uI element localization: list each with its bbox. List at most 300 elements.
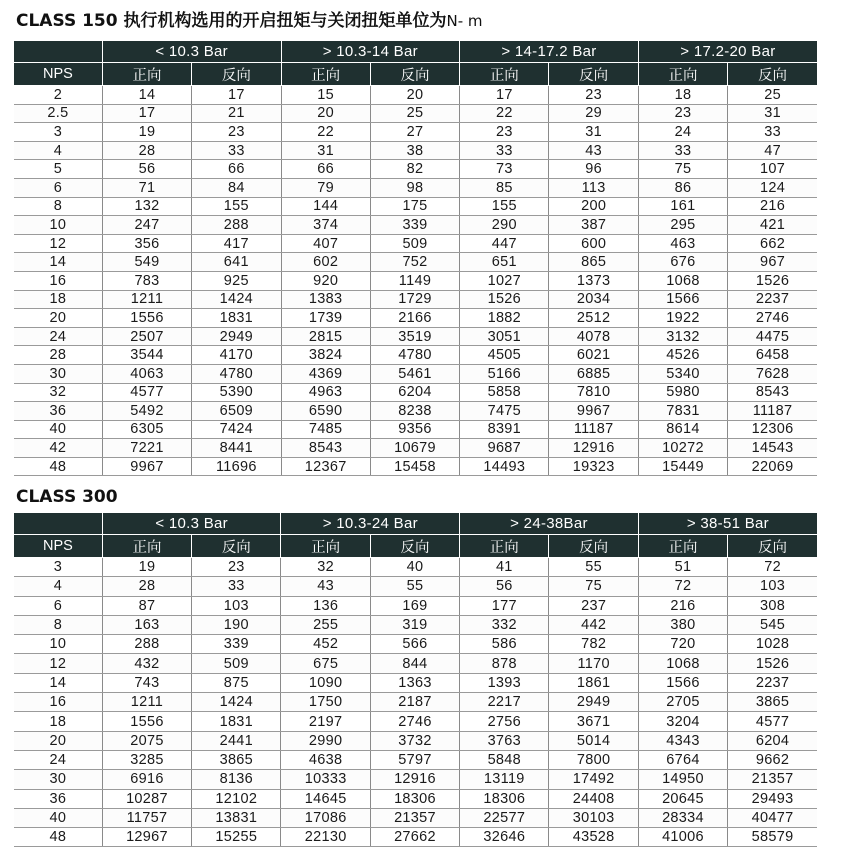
open-torque-cell: 1922 xyxy=(638,309,727,328)
nps-cell: 3 xyxy=(14,558,102,577)
range-header: < 10.3 Bar xyxy=(102,41,281,63)
close-torque-cell: 782 xyxy=(549,635,638,654)
open-torque-cell: 10287 xyxy=(102,789,191,808)
close-torque-cell: 22069 xyxy=(728,457,817,476)
open-torque-cell: 23 xyxy=(638,104,727,123)
open-torque-cell: 8391 xyxy=(460,420,549,439)
nps-cell: 12 xyxy=(14,234,102,253)
close-torque-cell: 5461 xyxy=(370,364,459,383)
close-torque-cell: 844 xyxy=(370,654,459,673)
open-torque-cell: 85 xyxy=(460,178,549,197)
table-row xyxy=(14,808,817,827)
open-torque-cell: 8543 xyxy=(281,439,370,458)
close-torque-cell: 12306 xyxy=(728,420,817,439)
class150-torque-table xyxy=(14,41,817,476)
class300-title: CLASS 300 xyxy=(16,487,118,507)
close-torque-cell: 6021 xyxy=(549,346,638,365)
table-row xyxy=(14,104,817,123)
nps-cell: 36 xyxy=(14,789,102,808)
close-torque-header: 反向 xyxy=(549,63,638,86)
nps-cell: 24 xyxy=(14,327,102,346)
open-torque-cell: 247 xyxy=(102,216,191,235)
table-row xyxy=(14,439,817,458)
close-torque-cell: 216 xyxy=(728,197,817,216)
table-row xyxy=(14,346,817,365)
close-torque-cell: 14543 xyxy=(728,439,817,458)
open-torque-cell: 22 xyxy=(460,104,549,123)
open-torque-cell: 23 xyxy=(460,123,549,142)
open-torque-cell: 1211 xyxy=(102,693,191,712)
open-torque-cell: 33 xyxy=(638,141,727,160)
open-torque-cell: 2075 xyxy=(102,731,191,750)
close-torque-header: 反向 xyxy=(370,535,459,558)
close-torque-cell: 2512 xyxy=(549,309,638,328)
table-row xyxy=(14,654,817,673)
open-torque-cell: 66 xyxy=(281,160,370,179)
close-torque-cell: 2949 xyxy=(192,327,281,346)
range-header: > 14-17.2 Bar xyxy=(460,41,639,63)
close-torque-cell: 10679 xyxy=(370,439,459,458)
open-torque-cell: 1393 xyxy=(460,673,549,692)
open-torque-cell: 75 xyxy=(638,160,727,179)
close-torque-cell: 4780 xyxy=(370,346,459,365)
table-row xyxy=(14,327,817,346)
open-torque-cell: 4526 xyxy=(638,346,727,365)
open-torque-cell: 4638 xyxy=(281,750,370,769)
close-torque-cell: 967 xyxy=(728,253,817,272)
close-torque-cell: 4577 xyxy=(728,712,817,731)
open-torque-cell: 10333 xyxy=(281,770,370,789)
close-torque-cell: 23 xyxy=(549,86,638,105)
close-torque-cell: 4475 xyxy=(728,327,817,346)
nps-cell: 12 xyxy=(14,654,102,673)
open-torque-cell: 56 xyxy=(460,577,549,596)
open-torque-cell: 2507 xyxy=(102,327,191,346)
class150-table-body xyxy=(14,86,817,476)
nps-cell: 18 xyxy=(14,712,102,731)
nps-cell: 5 xyxy=(14,160,102,179)
open-torque-cell: 295 xyxy=(638,216,727,235)
close-torque-cell: 124 xyxy=(728,178,817,197)
nps-cell: 2 xyxy=(14,86,102,105)
open-torque-cell: 6590 xyxy=(281,402,370,421)
close-torque-cell: 865 xyxy=(549,253,638,272)
table-row xyxy=(14,309,817,328)
open-torque-cell: 288 xyxy=(102,635,191,654)
open-torque-cell: 6916 xyxy=(102,770,191,789)
nps-cell: 40 xyxy=(14,808,102,827)
open-torque-cell: 71 xyxy=(102,178,191,197)
open-torque-cell: 6305 xyxy=(102,420,191,439)
open-torque-cell: 28334 xyxy=(638,808,727,827)
close-torque-cell: 33 xyxy=(192,577,281,596)
close-torque-cell: 2187 xyxy=(370,693,459,712)
close-torque-cell: 6885 xyxy=(549,364,638,383)
open-torque-cell: 4963 xyxy=(281,383,370,402)
close-torque-cell: 1424 xyxy=(192,290,281,309)
close-torque-cell: 308 xyxy=(728,596,817,615)
nps-cell: 24 xyxy=(14,750,102,769)
table-row xyxy=(14,577,817,596)
close-torque-cell: 3519 xyxy=(370,327,459,346)
range-header: < 10.3 Bar xyxy=(102,513,281,535)
close-torque-cell: 25 xyxy=(370,104,459,123)
nps-cell: 6 xyxy=(14,178,102,197)
nps-cell: 14 xyxy=(14,253,102,272)
open-torque-cell: 2705 xyxy=(638,693,727,712)
open-torque-cell: 17 xyxy=(102,104,191,123)
close-torque-cell: 12916 xyxy=(549,439,638,458)
close-torque-cell: 3865 xyxy=(728,693,817,712)
open-torque-cell: 4369 xyxy=(281,364,370,383)
close-torque-cell: 13831 xyxy=(192,808,281,827)
open-torque-cell: 9967 xyxy=(102,457,191,476)
table-row xyxy=(14,673,817,692)
open-torque-cell: 32 xyxy=(281,558,370,577)
open-torque-cell: 12367 xyxy=(281,457,370,476)
close-torque-cell: 9356 xyxy=(370,420,459,439)
nps-cell: 20 xyxy=(14,731,102,750)
open-torque-cell: 28 xyxy=(102,141,191,160)
open-torque-cell: 1556 xyxy=(102,309,191,328)
open-torque-cell: 72 xyxy=(638,577,727,596)
table-row xyxy=(14,402,817,421)
open-torque-cell: 1556 xyxy=(102,712,191,731)
open-torque-cell: 3051 xyxy=(460,327,549,346)
open-torque-cell: 920 xyxy=(281,271,370,290)
close-torque-cell: 3671 xyxy=(549,712,638,731)
open-torque-cell: 5980 xyxy=(638,383,727,402)
close-torque-cell: 600 xyxy=(549,234,638,253)
close-torque-cell: 509 xyxy=(370,234,459,253)
close-torque-cell: 387 xyxy=(549,216,638,235)
table-row xyxy=(14,828,817,847)
range-header: > 24-38Bar xyxy=(460,513,639,535)
close-torque-cell: 925 xyxy=(192,271,281,290)
open-torque-cell: 1211 xyxy=(102,290,191,309)
close-torque-cell: 5390 xyxy=(192,383,281,402)
close-torque-cell: 2237 xyxy=(728,673,817,692)
close-torque-cell: 6204 xyxy=(728,731,817,750)
open-torque-cell: 1882 xyxy=(460,309,549,328)
open-torque-cell: 447 xyxy=(460,234,549,253)
class150-title xyxy=(16,10,483,32)
open-torque-header: 正向 xyxy=(460,63,549,86)
open-torque-cell: 51 xyxy=(638,558,727,577)
open-torque-cell: 1027 xyxy=(460,271,549,290)
close-torque-cell: 2034 xyxy=(549,290,638,309)
close-torque-cell: 6509 xyxy=(192,402,281,421)
open-torque-cell: 1566 xyxy=(638,673,727,692)
close-torque-cell: 2441 xyxy=(192,731,281,750)
open-torque-cell: 380 xyxy=(638,615,727,634)
close-torque-cell: 72 xyxy=(728,558,817,577)
open-torque-cell: 7475 xyxy=(460,402,549,421)
open-torque-cell: 8614 xyxy=(638,420,727,439)
nps-cell: 14 xyxy=(14,673,102,692)
close-torque-cell: 103 xyxy=(728,577,817,596)
open-torque-cell: 5848 xyxy=(460,750,549,769)
close-torque-cell: 1149 xyxy=(370,271,459,290)
open-torque-cell: 1068 xyxy=(638,654,727,673)
nps-cell: 4 xyxy=(14,577,102,596)
table-row xyxy=(14,364,817,383)
close-torque-cell: 25 xyxy=(728,86,817,105)
nps-cell: 8 xyxy=(14,615,102,634)
nps-cell: 20 xyxy=(14,309,102,328)
table-row xyxy=(14,750,817,769)
close-torque-cell: 190 xyxy=(192,615,281,634)
close-torque-cell: 7810 xyxy=(549,383,638,402)
close-torque-cell: 1831 xyxy=(192,309,281,328)
open-torque-cell: 3763 xyxy=(460,731,549,750)
close-torque-cell: 641 xyxy=(192,253,281,272)
close-torque-cell: 200 xyxy=(549,197,638,216)
close-torque-cell: 21 xyxy=(192,104,281,123)
close-torque-cell: 319 xyxy=(370,615,459,634)
open-torque-cell: 15 xyxy=(281,86,370,105)
close-torque-cell: 84 xyxy=(192,178,281,197)
nps-cell: 2.5 xyxy=(14,104,102,123)
open-torque-cell: 10272 xyxy=(638,439,727,458)
table-row xyxy=(14,86,817,105)
close-torque-cell: 2746 xyxy=(370,712,459,731)
table-row xyxy=(14,290,817,309)
table-row xyxy=(14,615,817,634)
open-torque-cell: 4577 xyxy=(102,383,191,402)
open-torque-cell: 17086 xyxy=(281,808,370,827)
nps-header: NPS xyxy=(14,535,102,558)
open-torque-cell: 3285 xyxy=(102,750,191,769)
close-torque-cell: 107 xyxy=(728,160,817,179)
direction-header-row xyxy=(14,63,817,86)
open-torque-cell: 20645 xyxy=(638,789,727,808)
close-torque-cell: 8238 xyxy=(370,402,459,421)
open-torque-cell: 14645 xyxy=(281,789,370,808)
open-torque-cell: 32646 xyxy=(460,828,549,847)
close-torque-cell: 96 xyxy=(549,160,638,179)
nps-cell: 16 xyxy=(14,693,102,712)
close-torque-cell: 237 xyxy=(549,596,638,615)
nps-cell: 10 xyxy=(14,216,102,235)
nps-cell: 28 xyxy=(14,346,102,365)
open-torque-cell: 3204 xyxy=(638,712,727,731)
close-torque-cell: 15255 xyxy=(192,828,281,847)
open-torque-cell: 144 xyxy=(281,197,370,216)
nps-cell: 48 xyxy=(14,828,102,847)
close-torque-cell: 7800 xyxy=(549,750,638,769)
close-torque-cell: 9662 xyxy=(728,750,817,769)
close-torque-cell: 103 xyxy=(192,596,281,615)
open-torque-cell: 41 xyxy=(460,558,549,577)
open-torque-cell: 3132 xyxy=(638,327,727,346)
open-torque-header: 正向 xyxy=(102,63,191,86)
close-torque-cell: 12102 xyxy=(192,789,281,808)
nps-cell: 42 xyxy=(14,439,102,458)
open-torque-cell: 216 xyxy=(638,596,727,615)
open-torque-cell: 743 xyxy=(102,673,191,692)
header-corner xyxy=(14,41,102,63)
close-torque-cell: 38 xyxy=(370,141,459,160)
table-row xyxy=(14,197,817,216)
close-torque-header: 反向 xyxy=(192,63,281,86)
close-torque-cell: 442 xyxy=(549,615,638,634)
open-torque-cell: 6764 xyxy=(638,750,727,769)
close-torque-cell: 662 xyxy=(728,234,817,253)
close-torque-cell: 339 xyxy=(192,635,281,654)
open-torque-cell: 136 xyxy=(281,596,370,615)
close-torque-cell: 11187 xyxy=(728,402,817,421)
close-torque-cell: 509 xyxy=(192,654,281,673)
close-torque-cell: 2949 xyxy=(549,693,638,712)
close-torque-cell: 58579 xyxy=(728,828,817,847)
table-row xyxy=(14,457,817,476)
close-torque-header: 反向 xyxy=(549,535,638,558)
close-torque-header: 反向 xyxy=(728,535,817,558)
open-torque-cell: 43 xyxy=(281,577,370,596)
open-torque-header: 正向 xyxy=(638,63,727,86)
open-torque-cell: 290 xyxy=(460,216,549,235)
table-row xyxy=(14,558,817,577)
close-torque-cell: 566 xyxy=(370,635,459,654)
close-torque-cell: 4780 xyxy=(192,364,281,383)
table-row xyxy=(14,160,817,179)
close-torque-cell: 8136 xyxy=(192,770,281,789)
open-torque-cell: 177 xyxy=(460,596,549,615)
close-torque-cell: 417 xyxy=(192,234,281,253)
close-torque-cell: 75 xyxy=(549,577,638,596)
close-torque-cell: 21357 xyxy=(370,808,459,827)
close-torque-cell: 23 xyxy=(192,123,281,142)
close-torque-cell: 17492 xyxy=(549,770,638,789)
open-torque-cell: 33 xyxy=(460,141,549,160)
close-torque-cell: 33 xyxy=(192,141,281,160)
close-torque-cell: 421 xyxy=(728,216,817,235)
close-torque-cell: 113 xyxy=(549,178,638,197)
range-header-row xyxy=(14,513,817,535)
open-torque-cell: 783 xyxy=(102,271,191,290)
close-torque-cell: 3865 xyxy=(192,750,281,769)
open-torque-cell: 4343 xyxy=(638,731,727,750)
close-torque-cell: 5014 xyxy=(549,731,638,750)
nps-cell: 30 xyxy=(14,770,102,789)
close-torque-header: 反向 xyxy=(370,63,459,86)
range-header: > 10.3-24 Bar xyxy=(281,513,460,535)
close-torque-cell: 40477 xyxy=(728,808,817,827)
open-torque-cell: 5858 xyxy=(460,383,549,402)
close-torque-cell: 155 xyxy=(192,197,281,216)
close-torque-cell: 31 xyxy=(549,123,638,142)
close-torque-cell: 31 xyxy=(728,104,817,123)
close-torque-cell: 752 xyxy=(370,253,459,272)
open-torque-cell: 1750 xyxy=(281,693,370,712)
open-torque-cell: 13119 xyxy=(460,770,549,789)
open-torque-cell: 3544 xyxy=(102,346,191,365)
open-torque-cell: 14493 xyxy=(460,457,549,476)
nps-cell: 32 xyxy=(14,383,102,402)
close-torque-cell: 18306 xyxy=(370,789,459,808)
open-torque-cell: 155 xyxy=(460,197,549,216)
range-header: > 17.2-20 Bar xyxy=(638,41,817,63)
close-torque-cell: 6458 xyxy=(728,346,817,365)
table-row xyxy=(14,712,817,731)
open-torque-cell: 2815 xyxy=(281,327,370,346)
open-torque-cell: 356 xyxy=(102,234,191,253)
close-torque-cell: 40 xyxy=(370,558,459,577)
open-torque-cell: 20 xyxy=(281,104,370,123)
table-row xyxy=(14,123,817,142)
table-row xyxy=(14,420,817,439)
close-torque-cell: 1526 xyxy=(728,271,817,290)
close-torque-cell: 82 xyxy=(370,160,459,179)
close-torque-cell: 11696 xyxy=(192,457,281,476)
open-torque-cell: 1526 xyxy=(460,290,549,309)
class150-title-text: CLASS 150 执行机构选用的开启扭矩与关闭扭矩单位为 xyxy=(16,11,447,31)
open-torque-cell: 5340 xyxy=(638,364,727,383)
close-torque-cell: 1729 xyxy=(370,290,459,309)
close-torque-cell: 8543 xyxy=(728,383,817,402)
open-torque-cell: 1566 xyxy=(638,290,727,309)
open-torque-cell: 432 xyxy=(102,654,191,673)
close-torque-cell: 33 xyxy=(728,123,817,142)
close-torque-cell: 175 xyxy=(370,197,459,216)
close-torque-cell: 9967 xyxy=(549,402,638,421)
table-row xyxy=(14,596,817,615)
close-torque-cell: 1170 xyxy=(549,654,638,673)
close-torque-cell: 875 xyxy=(192,673,281,692)
open-torque-cell: 7485 xyxy=(281,420,370,439)
close-torque-cell: 339 xyxy=(370,216,459,235)
table-row xyxy=(14,731,817,750)
close-torque-cell: 20 xyxy=(370,86,459,105)
close-torque-cell: 8441 xyxy=(192,439,281,458)
open-torque-cell: 676 xyxy=(638,253,727,272)
open-torque-cell: 41006 xyxy=(638,828,727,847)
class300-torque-table xyxy=(14,513,817,847)
range-header-row xyxy=(14,41,817,63)
open-torque-header: 正向 xyxy=(638,535,727,558)
close-torque-cell: 30103 xyxy=(549,808,638,827)
close-torque-cell: 169 xyxy=(370,596,459,615)
open-torque-cell: 2990 xyxy=(281,731,370,750)
nps-cell: 10 xyxy=(14,635,102,654)
nps-cell: 36 xyxy=(14,402,102,421)
open-torque-cell: 28 xyxy=(102,577,191,596)
open-torque-cell: 1090 xyxy=(281,673,370,692)
open-torque-cell: 22577 xyxy=(460,808,549,827)
range-header: > 10.3-14 Bar xyxy=(281,41,460,63)
open-torque-cell: 255 xyxy=(281,615,370,634)
close-torque-cell: 27662 xyxy=(370,828,459,847)
close-torque-cell: 27 xyxy=(370,123,459,142)
open-torque-cell: 407 xyxy=(281,234,370,253)
open-torque-cell: 73 xyxy=(460,160,549,179)
table-row xyxy=(14,789,817,808)
open-torque-cell: 163 xyxy=(102,615,191,634)
open-torque-cell: 18306 xyxy=(460,789,549,808)
close-torque-cell: 12916 xyxy=(370,770,459,789)
close-torque-cell: 66 xyxy=(192,160,281,179)
open-torque-cell: 602 xyxy=(281,253,370,272)
open-torque-cell: 720 xyxy=(638,635,727,654)
close-torque-cell: 1831 xyxy=(192,712,281,731)
nps-cell: 4 xyxy=(14,141,102,160)
close-torque-cell: 3732 xyxy=(370,731,459,750)
open-torque-cell: 14950 xyxy=(638,770,727,789)
open-torque-cell: 5166 xyxy=(460,364,549,383)
open-torque-cell: 651 xyxy=(460,253,549,272)
open-torque-cell: 5492 xyxy=(102,402,191,421)
